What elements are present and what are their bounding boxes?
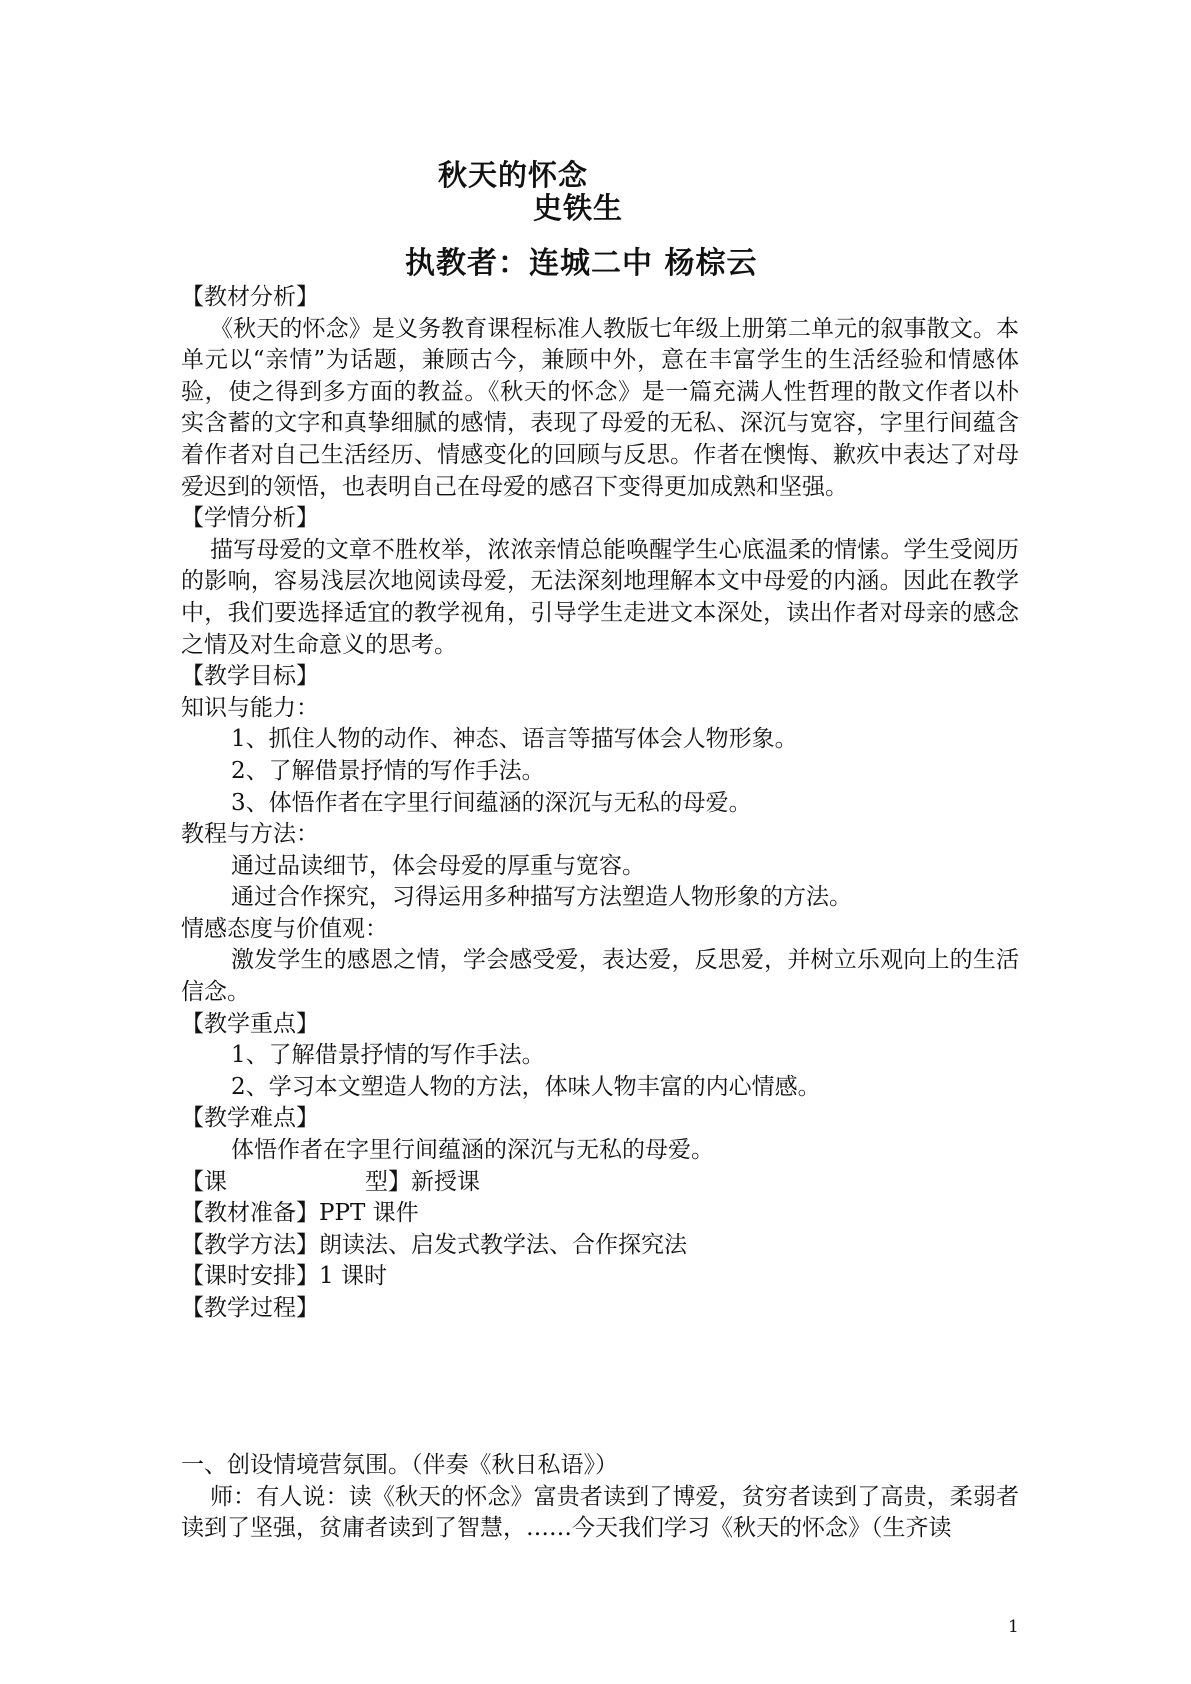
lesson-type-value: 新授课: [411, 1168, 480, 1195]
objectives-knowledge-label: 知识与能力：: [181, 694, 319, 721]
key-point-item-1: 1、了解借景抒情的写作手法。: [231, 1042, 545, 1069]
lesson-type-head-right: 型】: [365, 1168, 411, 1195]
materials-head: 【教材准备】: [181, 1200, 319, 1227]
document-author: 史铁生: [533, 191, 624, 225]
lesson-plan-body: [181, 282, 1019, 1325]
difficulties-text: 体悟作者在字里行间蕴涵的深沉与无私的母爱。: [231, 1137, 714, 1164]
process-item-1: 通过品读细节，体会母爱的厚重与宽容。: [231, 852, 645, 879]
teaching-process-body: [181, 1450, 1019, 1545]
process-step1-title: 一、创设情境营氛围。（伴奏《秋日私语》）: [181, 1452, 618, 1478]
objectives-emotion-text: 激发学生的感恩之情，学会感受爱，表达爱，反思爱，并树立乐观向上的生活信念。: [181, 947, 1019, 1006]
knowledge-item-1: 1、抓住人物的动作、神态、语言等描写体会人物形象。: [231, 726, 798, 753]
section-heading-process: 【教学过程】: [181, 1295, 319, 1321]
section-heading-key-points: 【教学重点】: [181, 1010, 319, 1037]
process-item-2: 通过合作探究，习得运用多种描写方法塑造人物形象的方法。: [231, 884, 852, 911]
student-analysis-text: 描写母爱的文章不胜枚举，浓浓亲情总能唤醒学生心底温柔的情愫。学生受阅历的影响，容易浅层次地阅读母爱，无法深刻地理解本文中母爱的内涵。因此在教学中，我们要选择适宜的教学视角，引导学生走进文本深处，读出作者对母亲的感念之情及对生命意义的思考。: [181, 536, 1019, 658]
methods-line: [181, 1230, 1019, 1262]
knowledge-item-3: 3、体悟作者在字里行间蕴涵的深沉与无私的母爱。: [231, 789, 752, 816]
section-heading-difficulties: 【教学难点】: [181, 1105, 319, 1132]
objectives-process-label: 教程与方法：: [181, 821, 319, 848]
process-step1-text: 师：有人说：读《秋天的怀念》富贵者读到了博爱，贫穷者读到了高贵，柔弱者读到了坚强，贫庸者读到了智慧，……今天我们学习《秋天的怀念》（生齐读: [181, 1483, 1019, 1542]
material-analysis-text: 《秋天的怀念》是义务教育课程标准人教版七年级上册第二单元的叙事散文。本单元以“亲情”为话题，兼顾古今，兼顾中外，意在丰富学生的生活经验和情感体验，使之得到多方面的教益。《秋天的怀念》是一篇充满人性哲理的散文作者以朴实含蓄的文字和真挚细腻的感情，表现了母爱的无私、深沉与宽容，字里行间蕴含着作者对自己生活经历、情感变化的回顾与反思。作者在懊悔、歉疚中表达了对母爱迟到的领悟，也表明自己在母爱的感召下变得更加成熟和坚强。: [181, 315, 1019, 500]
section-heading-objectives: 【教学目标】: [181, 663, 319, 690]
methods-head: 【教学方法】: [181, 1231, 319, 1258]
schedule-line: [181, 1261, 1019, 1293]
schedule-head: 【课时安排】: [181, 1263, 319, 1290]
lesson-type-head-left: 【课: [181, 1168, 227, 1195]
document-title: 秋天的怀念: [438, 158, 589, 192]
section-heading-student-analysis: 【学情分析】: [181, 505, 319, 532]
section-heading-material-analysis: 【教材分析】: [181, 284, 319, 310]
teacher-line: 执教者：连城二中 杨棕云: [405, 246, 758, 281]
page-number: 1: [1008, 1617, 1019, 1637]
lesson-type-line: [181, 1167, 1019, 1199]
objectives-emotion-label: 情感态度与价值观：: [181, 915, 388, 942]
knowledge-item-2: 2、了解借景抒情的写作手法。: [231, 757, 545, 784]
materials-value: PPT 课件: [319, 1200, 419, 1227]
key-point-item-2: 2、学习本文塑造人物的方法，体味人物丰富的内心情感。: [231, 1073, 821, 1100]
materials-line: [181, 1198, 1019, 1230]
methods-value: 朗读法、启发式教学法、合作探究法: [319, 1231, 687, 1258]
schedule-value: 1 课时: [319, 1263, 387, 1290]
